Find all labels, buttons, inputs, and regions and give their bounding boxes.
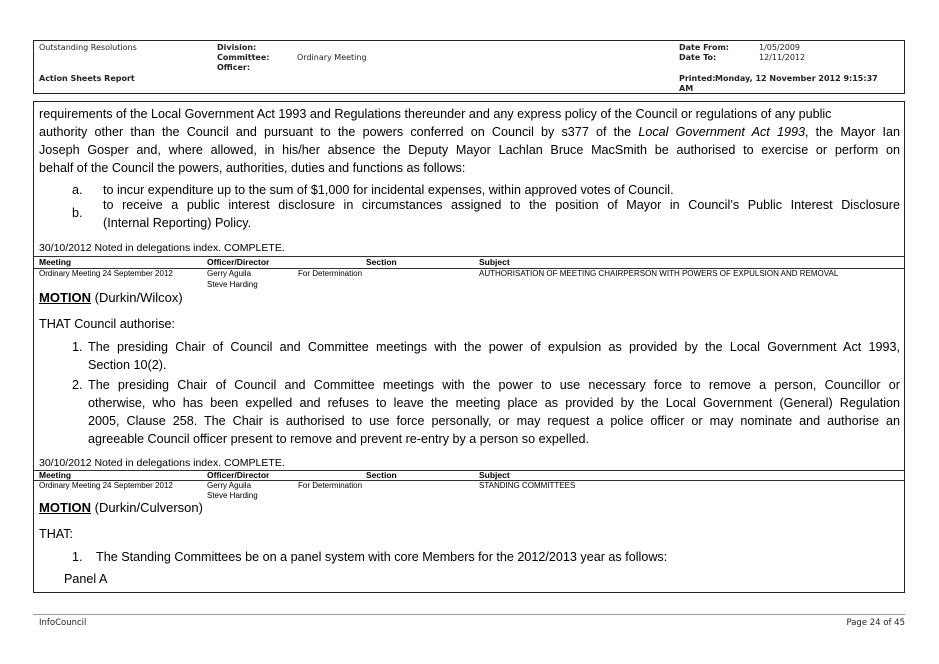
status-note-1: 30/10/2012 Noted in delegations index. COMPLETE. <box>39 242 285 254</box>
motion-1-label: MOTION <box>39 290 91 305</box>
intro-line-3: Joseph Gosper and, where allowed, in his/her absence the Deputy Mayor Lachlan Bruce MacSmith be authorised to exercise or perform on <box>39 143 900 157</box>
motion-1-heading <box>39 290 183 305</box>
motion-2-label: MOTION <box>39 500 91 515</box>
record-1-section: For Determination <box>298 269 363 278</box>
divider <box>34 470 904 471</box>
intro-line-4: behalf of the Council the powers, authorities, duties and functions as follows: <box>39 161 466 175</box>
printed-label: Printed: <box>679 74 716 83</box>
list-item-a: to incur expenditure up to the sum of $1,000 for incidental expenses, within approved votes of Council. <box>103 183 674 197</box>
list-marker-a: a. <box>72 183 83 197</box>
record-1-officer-1: Gerry Aguila <box>207 269 252 278</box>
division-label: Division: <box>217 43 257 52</box>
record-1-meeting: Ordinary Meeting 24 September 2012 <box>39 269 173 278</box>
motion-1-item-2-line-1: The presiding Chair of Council and Committee meetings with the power to use necessary force to remove a person, Councillor or <box>88 378 900 392</box>
report-body <box>33 101 905 593</box>
motion-1-that: THAT Council authorise: <box>39 317 176 331</box>
motion-2-heading <box>39 500 203 515</box>
col-header-subject: Subject <box>479 470 510 480</box>
printed-value: Monday, 12 November 2012 9:15:37 <box>715 74 878 83</box>
motion-1-item-2-line-4: agreeable Council officer present to remove and prevent re-entry by a person so expelled. <box>88 432 590 446</box>
col-header-officer: Officer/Director <box>207 470 270 480</box>
committee-value: Ordinary Meeting <box>297 53 367 62</box>
col-header-meeting: Meeting <box>39 257 72 267</box>
motion-2-marker-1: 1. <box>72 550 83 564</box>
record-1-officer-2: Steve Harding <box>207 280 258 289</box>
list-marker-b: b. <box>72 206 83 220</box>
record-2-subject: STANDING COMMITTEES <box>479 481 576 490</box>
intro-line-1: requirements of the Local Government Act 1993 and Regulations thereunder and any express policy of the Council or regulations of any public <box>39 107 832 121</box>
record-2-meeting: Ordinary Meeting 24 September 2012 <box>39 481 173 490</box>
motion-2-movers: (Durkin/Culverson) <box>91 500 203 515</box>
motion-1-movers: (Durkin/Wilcox) <box>91 290 183 305</box>
date-from-value: 1/05/2009 <box>759 43 801 52</box>
motion-1-marker-2: 2. <box>72 378 83 392</box>
date-to-value: 12/11/2012 <box>759 53 806 62</box>
list-item-b-line-2: (Internal Reporting) Policy. <box>103 216 252 230</box>
col-header-section: Section <box>366 257 397 267</box>
footer-page-number: Page 24 of 45 <box>846 618 905 628</box>
officer-label: Officer: <box>217 63 251 72</box>
record-1-subject: AUTHORISATION OF MEETING CHAIRPERSON WITH POWERS OF EXPULSION AND REMOVAL <box>479 269 839 278</box>
intro-line-2-text: authority other than the Council and pursuant to the powers conferred on Council by s377 of the <box>39 125 639 139</box>
motion-1-item-2-line-2: otherwise, who has been expelled and refuses to leave the meeting place as provided by the Local Government (General) Regulation <box>88 396 900 410</box>
committee-label: Committee: <box>217 53 270 62</box>
footer-divider <box>33 614 905 615</box>
status-note-2: 30/10/2012 Noted in delegations index. COMPLETE. <box>39 457 285 469</box>
report-header <box>33 40 905 94</box>
col-header-meeting: Meeting <box>39 470 72 480</box>
motion-2-item-1: The Standing Committees be on a panel system with core Members for the 2012/2013 year as follows: <box>96 550 668 564</box>
report-name: Action Sheets Report <box>39 74 135 83</box>
act-title-italic: Local Government Act 1993 <box>638 125 805 139</box>
col-header-section: Section <box>366 470 397 480</box>
motion-1-item-1-line-1: The presiding Chair of Council and Committee meetings with the power of expulsion as provided by the Local Government Act 1993, <box>88 340 900 354</box>
date-from-label: Date From: <box>679 43 730 52</box>
record-2-section: For Determination <box>298 481 363 490</box>
motion-1-item-2-line-3: 2005, Clause 258. The Chair is authorised to use force personally, or may request a police officer or may nominate and authorise an <box>88 414 900 428</box>
intro-line-2-end: , the Mayor Ian <box>805 125 901 139</box>
motion-1-item-1-line-2: Section 10(2). <box>88 358 167 372</box>
date-to-label: Date To: <box>679 53 717 62</box>
divider <box>34 256 904 257</box>
printed-value-continued: AM <box>679 84 694 93</box>
list-item-b-line-1: to receive a public interest disclosure in circumstances assigned to the position of Mayor in Council’s Public Interest Disclosure <box>103 198 900 212</box>
footer-app-name: InfoCouncil <box>39 618 87 628</box>
panel-a-heading: Panel A <box>64 572 108 586</box>
record-2-officer-2: Steve Harding <box>207 491 258 500</box>
record-2-officer-1: Gerry Aguila <box>207 481 252 490</box>
motion-2-that: THAT: <box>39 527 74 541</box>
report-type: Outstanding Resolutions <box>39 43 137 52</box>
col-header-officer: Officer/Director <box>207 257 270 267</box>
intro-line-2 <box>39 123 900 141</box>
col-header-subject: Subject <box>479 257 510 267</box>
motion-1-marker-1: 1. <box>72 340 83 354</box>
